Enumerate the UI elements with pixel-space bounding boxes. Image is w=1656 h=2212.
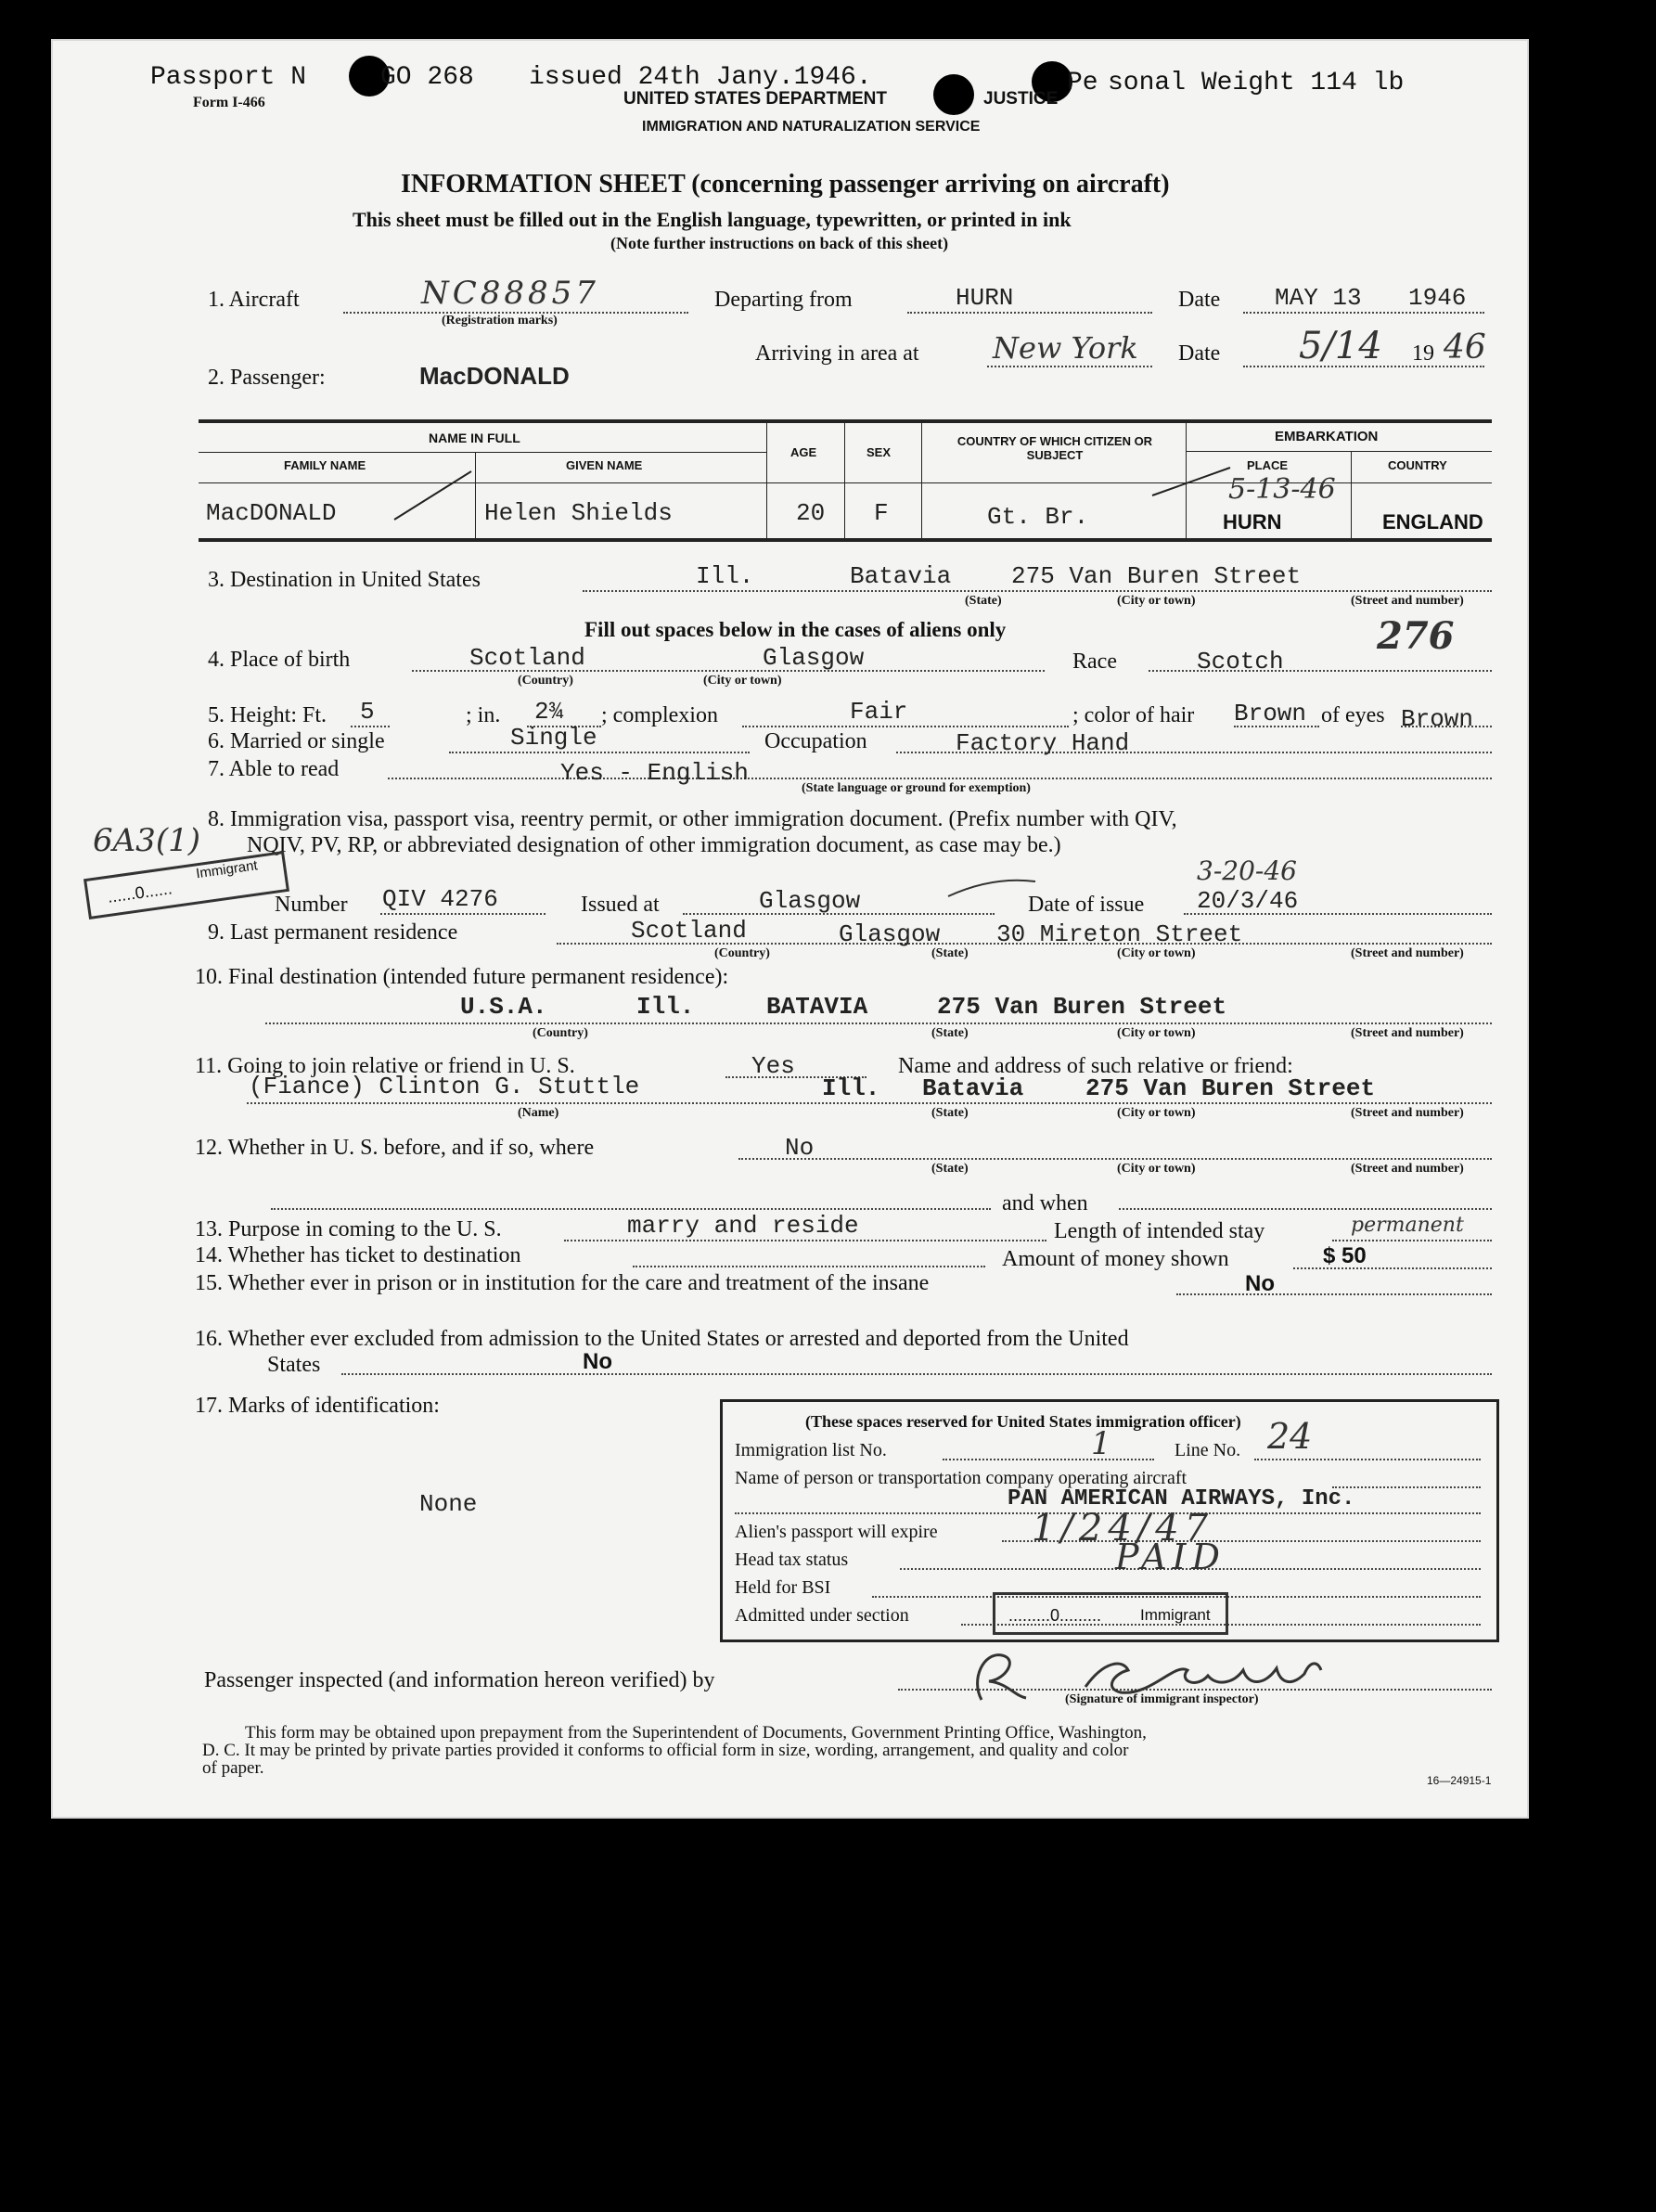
handwritten-mark xyxy=(946,872,1039,900)
service-name: IMMIGRATION AND NATURALIZATION SERVICE xyxy=(642,119,981,135)
length-value[interactable]: permanent xyxy=(1351,1214,1464,1237)
relative-state[interactable]: Ill. xyxy=(822,1074,880,1102)
before-street-caption: (Street and number) xyxy=(1351,1162,1464,1176)
depart-date-label: Date xyxy=(1178,288,1221,312)
department-justice: JUSTICE xyxy=(983,89,1059,109)
immigrant-stamp-text: Immigrant xyxy=(195,857,259,882)
height-feet[interactable]: 5 xyxy=(360,698,375,726)
destination-street-caption: (Street and number) xyxy=(1351,594,1464,608)
passport-expire-value[interactable]: 1/24/47 xyxy=(1032,1507,1214,1550)
head-tax-value[interactable]: PAID xyxy=(1115,1537,1226,1577)
relative-street-caption: (Street and number) xyxy=(1351,1106,1464,1120)
destination-label: 3. Destination in United States xyxy=(208,568,481,592)
visa-text-1: 8. Immigration visa, passport visa, reentry permit, or other immigration document. (Prefix number with QIV, xyxy=(208,807,1177,831)
married-value[interactable]: Single xyxy=(510,724,597,752)
relative-label: 11. Going to join relative or friend in U. S. xyxy=(195,1054,575,1078)
marks-value[interactable]: None xyxy=(419,1490,478,1518)
and-when-label: and when xyxy=(1002,1191,1088,1215)
passport-issued: issued 24th Jany.1946. xyxy=(529,63,872,92)
race-value[interactable]: Scotch xyxy=(1197,648,1284,675)
depart-date[interactable]: MAY 13 xyxy=(1275,284,1362,312)
residence-city-caption: (City or town) xyxy=(1117,946,1196,960)
checkmark-icon xyxy=(1150,464,1234,501)
passenger-label: 2. Passenger: xyxy=(208,366,326,390)
relative-value[interactable]: Yes xyxy=(751,1052,795,1080)
admitted-stamp xyxy=(993,1592,1228,1635)
visa-text-2: NQIV, PV, RP, or abbreviated designation of other immigration document, as case may be.) xyxy=(247,833,1061,857)
table-citizen[interactable]: Gt. Br. xyxy=(987,503,1089,531)
final-state-caption: (State) xyxy=(931,1026,969,1040)
handwritten-276: 276 xyxy=(1377,614,1455,658)
before-label: 12. Whether in U. S. before, and if so, where xyxy=(195,1136,595,1160)
passport-expire-label: Alien's passport will expire xyxy=(735,1522,938,1542)
operator-value[interactable]: PAN AMERICAN AIRWAYS, Inc. xyxy=(1008,1486,1355,1511)
visa-issued-label: Issued at xyxy=(581,893,660,917)
form-number: Form I-466 xyxy=(193,95,265,110)
relative-street[interactable]: 275 Van Buren Street xyxy=(1085,1074,1376,1102)
excluded-label-1: 16. Whether ever excluded from admission to the United States or arrested and deported from the United xyxy=(195,1327,1129,1351)
visa-number-label: Number xyxy=(275,893,348,917)
operator-label: Name of person or transportation company operating aircraft xyxy=(735,1468,1187,1488)
aircraft-label: 1. Aircraft xyxy=(208,288,300,312)
passport-number: GO 268 xyxy=(380,63,474,92)
list-label: Immigration list No. xyxy=(735,1440,887,1460)
form-subtitle: This sheet must be filled out in the English language, typewritten, or printed in ink xyxy=(353,208,1072,231)
final-street-caption: (Street and number) xyxy=(1351,1026,1464,1040)
aircraft-value[interactable]: NC88857 xyxy=(421,275,599,312)
table-place[interactable]: HURN xyxy=(1223,510,1282,534)
relative-city-caption: (City or town) xyxy=(1117,1106,1196,1120)
final-country-caption: (Country) xyxy=(533,1026,588,1040)
embarkation-header: EMBARKATION xyxy=(1275,429,1379,444)
table-sex[interactable]: F xyxy=(874,499,889,527)
final-label: 10. Final destination (intended future permanent residence): xyxy=(195,965,729,989)
length-label: Length of intended stay xyxy=(1054,1219,1265,1243)
read-label: 7. Able to read xyxy=(208,757,340,781)
before-state-caption: (State) xyxy=(931,1162,969,1176)
residence-state-caption: (State) xyxy=(931,946,969,960)
visa-date[interactable]: 20/3/46 xyxy=(1197,887,1299,915)
relative-state-caption: (State) xyxy=(931,1106,969,1120)
birth-label: 4. Place of birth xyxy=(208,648,351,672)
immigrant-stamp-dots: ......0...... xyxy=(106,879,173,907)
footer-line-1: This form may be obtained upon prepayment from the Superintendent of Documents, Government Printing Office, Washington, xyxy=(245,1723,1147,1743)
purpose-label: 13. Purpose in coming to the U. S. xyxy=(195,1217,502,1241)
eyes-label: of eyes xyxy=(1321,703,1385,727)
arriving-value[interactable]: New York xyxy=(993,330,1138,366)
occupation-value[interactable]: Factory Hand xyxy=(956,729,1130,757)
name-in-full-header: NAME IN FULL xyxy=(429,431,520,445)
held-bsi-label: Held for BSI xyxy=(735,1577,831,1598)
final-country[interactable]: U.S.A. xyxy=(460,993,547,1021)
excluded-value[interactable]: No xyxy=(583,1349,612,1374)
table-age[interactable]: 20 xyxy=(796,499,826,527)
relative-city[interactable]: Batavia xyxy=(922,1074,1024,1102)
inspector-signature-caption: (Signature of immigrant inspector) xyxy=(1065,1692,1259,1706)
final-street[interactable]: 275 Van Buren Street xyxy=(937,993,1227,1021)
line-label: Line No. xyxy=(1175,1440,1241,1460)
destination-city[interactable]: Batavia xyxy=(850,562,952,590)
residence-country-caption: (Country) xyxy=(714,946,770,960)
citizen-header: COUNTRY OF WHICH CITIZEN OR SUBJECT xyxy=(956,434,1153,462)
race-label: Race xyxy=(1072,649,1117,674)
birth-country[interactable]: Scotland xyxy=(469,644,585,672)
residence-label: 9. Last permanent residence xyxy=(208,920,458,945)
admitted-label: Admitted under section xyxy=(735,1605,909,1626)
hair-value[interactable]: Brown xyxy=(1234,700,1307,727)
family-name-header: FAMILY NAME xyxy=(284,458,366,472)
prison-label: 15. Whether ever in prison or in institution for the care and treatment of the insane xyxy=(195,1271,930,1295)
relative-name-caption: (Name) xyxy=(518,1106,559,1120)
arrive-date[interactable]: 5/14 xyxy=(1299,325,1382,367)
given-name-header: GIVEN NAME xyxy=(566,458,643,472)
excluded-label-2: States xyxy=(267,1353,321,1377)
purpose-value[interactable]: marry and reside xyxy=(627,1212,859,1240)
arrive-year[interactable]: 46 xyxy=(1444,328,1486,367)
departing-value[interactable]: HURN xyxy=(956,284,1014,312)
depart-year[interactable]: 1946 xyxy=(1408,284,1467,312)
money-value[interactable]: $ 50 xyxy=(1323,1243,1367,1268)
money-label: Amount of money shown xyxy=(1002,1247,1229,1271)
sex-header: SEX xyxy=(867,445,892,459)
footer-line-2: D. C. It may be printed by private parties provided it conforms to official form in size, wording, arrangement, and quality and color xyxy=(202,1741,1129,1760)
residence-country[interactable]: Scotland xyxy=(631,917,747,945)
form-title: INFORMATION SHEET (concerning passenger arriving on aircraft) xyxy=(401,170,1170,199)
final-city[interactable]: BATAVIA xyxy=(766,993,868,1021)
footer-code: 16—24915-1 xyxy=(1427,1774,1492,1787)
marks-label: 17. Marks of identification: xyxy=(195,1394,440,1418)
before-value[interactable]: No xyxy=(785,1134,815,1162)
destination-state[interactable]: Ill. xyxy=(696,562,754,590)
birth-city-caption: (City or town) xyxy=(703,674,782,688)
occupation-label: Occupation xyxy=(764,729,867,753)
relative-name-label: Name and address of such relative or friend: xyxy=(898,1054,1293,1078)
height-label: 5. Height: Ft. xyxy=(208,703,327,727)
department: UNITED STATES DEPARTMENT xyxy=(623,89,887,109)
table-country[interactable]: ENGLAND xyxy=(1382,510,1483,534)
age-header: AGE xyxy=(790,445,817,459)
list-value[interactable]: 1 xyxy=(1091,1425,1111,1462)
complexion-label: ; complexion xyxy=(601,703,718,727)
birth-country-caption: (Country) xyxy=(518,674,573,688)
inspected-label: Passenger inspected (and information hereon verified) by xyxy=(204,1668,715,1692)
visa-handwritten-code: 6A3(1) xyxy=(93,822,200,859)
admitted-stamp-text: Immigrant xyxy=(1140,1606,1211,1624)
arrive-date-label: Date xyxy=(1178,341,1221,366)
personal-weight: sonal Weight 114 lb xyxy=(1108,69,1405,97)
before-city-caption: (City or town) xyxy=(1117,1162,1196,1176)
line-value[interactable]: 24 xyxy=(1267,1416,1313,1457)
head-tax-label: Head tax status xyxy=(735,1550,849,1570)
departing-label: Departing from xyxy=(714,288,853,312)
destination-street[interactable]: 275 Van Buren Street xyxy=(1011,562,1302,590)
destination-city-caption: (City or town) xyxy=(1117,594,1196,608)
admitted-stamp-dots: .........0......... xyxy=(1008,1606,1102,1625)
residence-street[interactable]: 30 Mireton Street xyxy=(996,920,1243,948)
birth-city[interactable]: Glasgow xyxy=(763,644,865,672)
checkmark-icon xyxy=(390,464,473,529)
height-inches[interactable]: 2¾ xyxy=(534,698,564,726)
visa-issued[interactable]: Glasgow xyxy=(759,887,861,915)
prison-value[interactable]: No xyxy=(1245,1271,1275,1296)
hair-label: ; color of hair xyxy=(1072,703,1195,727)
table-given[interactable]: Helen Shields xyxy=(484,499,673,527)
final-city-caption: (City or town) xyxy=(1117,1026,1196,1040)
read-value[interactable]: Yes - English xyxy=(560,759,749,787)
passenger-value[interactable]: MacDONALD xyxy=(419,362,570,390)
relative-name[interactable]: (Fiance) Clinton G. Stuttle xyxy=(249,1073,640,1100)
read-caption: (State language or ground for exemption) xyxy=(802,781,1031,795)
eyes-value[interactable]: Brown xyxy=(1401,705,1474,733)
ticket-label: 14. Whether has ticket to destination xyxy=(195,1243,521,1267)
arrive-year-prefix: 19 xyxy=(1412,341,1434,366)
table-family[interactable]: MacDONALD xyxy=(206,499,337,527)
visa-date-handwritten: 3-20-46 xyxy=(1197,855,1297,886)
place-header: PLACE xyxy=(1247,458,1289,472)
officer-box-title: (These spaces reserved for United States immigration officer) xyxy=(805,1412,1241,1431)
visa-number[interactable]: QIV 4276 xyxy=(382,885,498,913)
complexion-value[interactable]: Fair xyxy=(850,698,908,726)
inches-label: ; in. xyxy=(466,703,501,727)
punch-hole xyxy=(933,74,974,115)
visa-date-label: Date of issue xyxy=(1028,893,1145,917)
table-embark-date[interactable]: 5-13-46 xyxy=(1228,473,1336,506)
personal-weight-prefix: Pe xyxy=(1067,69,1098,97)
arriving-label: Arriving in area at xyxy=(755,341,919,366)
form-note: (Note further instructions on back of this sheet) xyxy=(610,234,949,252)
footer-line-3: of paper. xyxy=(202,1758,264,1778)
destination-state-caption: (State) xyxy=(965,594,1002,608)
residence-city[interactable]: Glasgow xyxy=(839,920,941,948)
aliens-only-heading: Fill out spaces below in the cases of aliens only xyxy=(584,618,1007,641)
married-label: 6. Married or single xyxy=(208,729,385,753)
final-state[interactable]: Ill. xyxy=(636,993,695,1021)
passport-number-prefix: Passport N xyxy=(150,63,307,92)
residence-street-caption: (Street and number) xyxy=(1351,946,1464,960)
country-header: COUNTRY xyxy=(1388,458,1447,472)
registration-caption: (Registration marks) xyxy=(442,314,558,328)
